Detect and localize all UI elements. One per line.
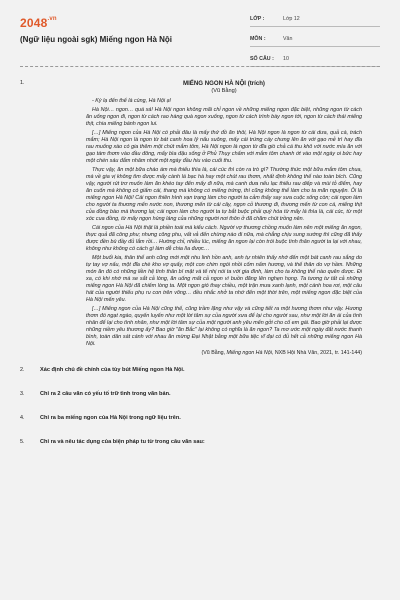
info-box <box>250 12 380 72</box>
passage-paragraph: Thực vậy, ăn một bữa cháo ám mà thiếu thìa là, cái cúc thì còn ra trò gì? Thường thức một bữa mắm tôm chua, mà về gia vị không tìm được mấy cành lá bạc hà hay một chút rau thơm, nhất định không thể nào toàn bích. Cũng vậy, người rút trơ muốn làm ăn khéo tay đến mấy đi nữa, mà canh dưa nếu lạc thiếu rau diếp và mùi tỏ điểm, hay ăn cuốn mà không có giấm cái, thang mà không có miếng trứng, thì cũng không thể làm cho ta mãn nguyện. Ôi là miếng ngon Hà Nội! Cái ngon thiên hình vạn trạng làm cho người ta cảm thấy say sưa cuộc sống còn; cái ngon làm cho người ta thương mến nước non, thương mến từ cái cây, ngọn cỏ thương đi, thương mến từ con cá, miếng thịt của đồng bào mà thương lại; cái ngon làm cho người ta tự bắt buộc phải quý hóa từ mấy lá thìa là, cái cúc, từ một xóc cua đồng, từ mấy ngọn hùng láng của những người nơi thôn ở đã chăm chút trồng nên. <box>86 166 362 223</box>
info-row-class <box>250 12 380 27</box>
question-number: 3. <box>20 391 25 398</box>
citation-prefix: (Vũ Bằng, <box>201 350 227 357</box>
question-2 <box>20 367 380 381</box>
question-number: 5. <box>20 439 25 446</box>
info-value: Văn <box>283 36 293 42</box>
header-divider <box>20 66 380 67</box>
question-number: 1. <box>20 80 25 86</box>
info-value: 10 <box>283 56 289 62</box>
info-row-subject <box>250 32 380 47</box>
logo-main: 2048 <box>20 16 48 30</box>
passage-citation <box>86 350 362 357</box>
main-content <box>20 80 380 453</box>
question-5 <box>20 439 380 453</box>
logo-tld: .vn <box>47 16 57 22</box>
document-title: (Ngữ liệu ngoài sgk) Miếng ngon Hà Nội <box>20 35 173 44</box>
reading-passage <box>86 80 362 357</box>
passage-paragraph: Một buổi kia, thân thể anh cũng mới một nhu linh hồn anh, anh tự nhiên thấy nhớ đến một bát canh rau sắng do tự tay vợ nấu, một đĩa chè kho vợ quấy, một con chim ngói nhồi cốm nấm hương, và thế thân do vợ hầm. Những món ăn đó có những liền hệ tình thân bí mật và tế nhị nói ta với gia đình, làm cho ta không thể nào quên được. Đi xa, có khi nhớ mà se sắt cả lòng, ăn uống mất cả ngon vì buồn đăng lên nghẹn họng. Ta tương tư tất cả những miếng ngon Hà Nội đã chiếm lòng ta. Một ngọn gió thay chiều, một trận mưa xanh lạnh, một cánh hoa rơi, một câu hát của người thiếu phụ ru con trên võng… đều nhắc nhở ta nhớ đến một thời trên, một miếng ngon đặc biệt của Hà Nội mến yêu. <box>86 254 362 304</box>
info-label: MÔN : <box>250 36 266 42</box>
passage-paragraph: […] Miếng ngon của Hà Nội có phải đâu là mấy thứ đồ ăn thôi, Hà Nội ngon là ngon từ cái dưa, quả cà, trách mắm; Hà Nội ngon là ngon từ bát canh hoa lý nấu suông, mấy cái trứng cáy chưng lên ăn với gạo mẻ trì hay đĩa rau muống xào có gia thêm một chút mắm tôm, Hà Nội ngon là ngon từ đĩa giò chả cá thu khô với nước mía ăn với gạo tám thơm vào đầu đông, mấy bìa đậu sống ở Phủ Thụy chấm với mắm tôm chanh ớt vào một ngày oi bức hay một chén sáu đắm nhâm nhớt một ngày đầu hiu vào cuối thu. <box>86 129 362 164</box>
info-label: SỐ CÂU : <box>250 56 274 62</box>
question-number: 2. <box>20 367 25 374</box>
passage-paragraph: Cái ngon của Hà Nội thật là phiền toái mà kiểu cách. Người vợ thương chồng muốn làm nên một miếng ăn ngon, thực quả đã công phu; nhưng công phu, vất vả đến chừng nào đi nữa, mà chẳng chịu sung sướng thì cũng đã thấy được đền bù đầy đủ lắm rồi… Hường chỉ, nhiều lúc, miếng ăn ngon lại còn trói buộc tình thân người ta lại với nhau, không như không có cách gì làm dễ chia lìa được… <box>86 224 362 253</box>
question-text: Chỉ ra và nêu tác dụng của biện pháp tu từ trong câu văn sau: <box>40 439 205 446</box>
info-value: Lớp 12 <box>283 16 300 22</box>
passage-paragraph: - Kỳ lạ đến thế là cùng, Hà Nội ạ! <box>92 98 172 105</box>
question-text: Xác định chủ đề chính của tùy bút Miếng ngon Hà Nội. <box>40 367 185 374</box>
citation-suffix: , NXB Hội Nhà Văn, 2021, tr. 141-144) <box>271 350 362 357</box>
question-number: 4. <box>20 415 25 422</box>
question-text: Chỉ ra ba miếng ngon của Hà Nội trong ngữ liệu trên. <box>40 415 181 422</box>
passage-paragraph: […] Miếng ngon của Hà Nội cũng thế, cũng trầm lặng như vậy và cũng tiết ra một hương thơm như vậy. Hương thơm đó ngạt ngào, quyến luyến như một lời tâm sự của người xưa để lại cho người sau, như một lời ăn ái của tình nhân để lại cho tình nhân, như một lời tâm sự của một người anh yêu mến gởi cho cố em gái. Bao giờ phải lại được những niềm yêu thương ấy? Bao giờ "ăn Bắc" lại không có nghĩa là ăn ngon? Ta mơ ước một ngày đất nước thanh bình, toàn dân sát cánh với nhau ăn mừng Đại Nhật bằng một bữa tiệc vĩ đại có đủ hết cả những miếng ngon Hà Nội. <box>86 305 362 348</box>
info-label: LỚP : <box>250 16 265 22</box>
passage-paragraph: Hà Nội… ngon… quá xá! Hà Nội ngon không mãi chỉ ngon về những miếng ngon đặc biệt, những ngon từ cách ăn uống ngon đi, ngon từ cách rao hàng quà ngon xuống, ngon từ cách trình bày ngon tới, ngon từ cách thái miếng thịt, chia miếng bánh ngon lui. <box>86 106 362 127</box>
passage-title: MIẾNG NGON HÀ NỘI (trích) <box>183 80 265 87</box>
citation-book: Miếng ngon Hà Nội <box>226 350 272 357</box>
question-1 <box>20 80 380 357</box>
site-logo[interactable] <box>20 16 57 30</box>
passage-author: (Vũ Bằng) <box>211 88 237 95</box>
question-4 <box>20 415 380 429</box>
info-row-question-count <box>250 52 380 67</box>
question-text: Chỉ ra 2 câu văn có yếu tố trữ tình trong văn bản. <box>40 391 171 398</box>
question-3 <box>20 391 380 405</box>
header <box>0 0 400 60</box>
